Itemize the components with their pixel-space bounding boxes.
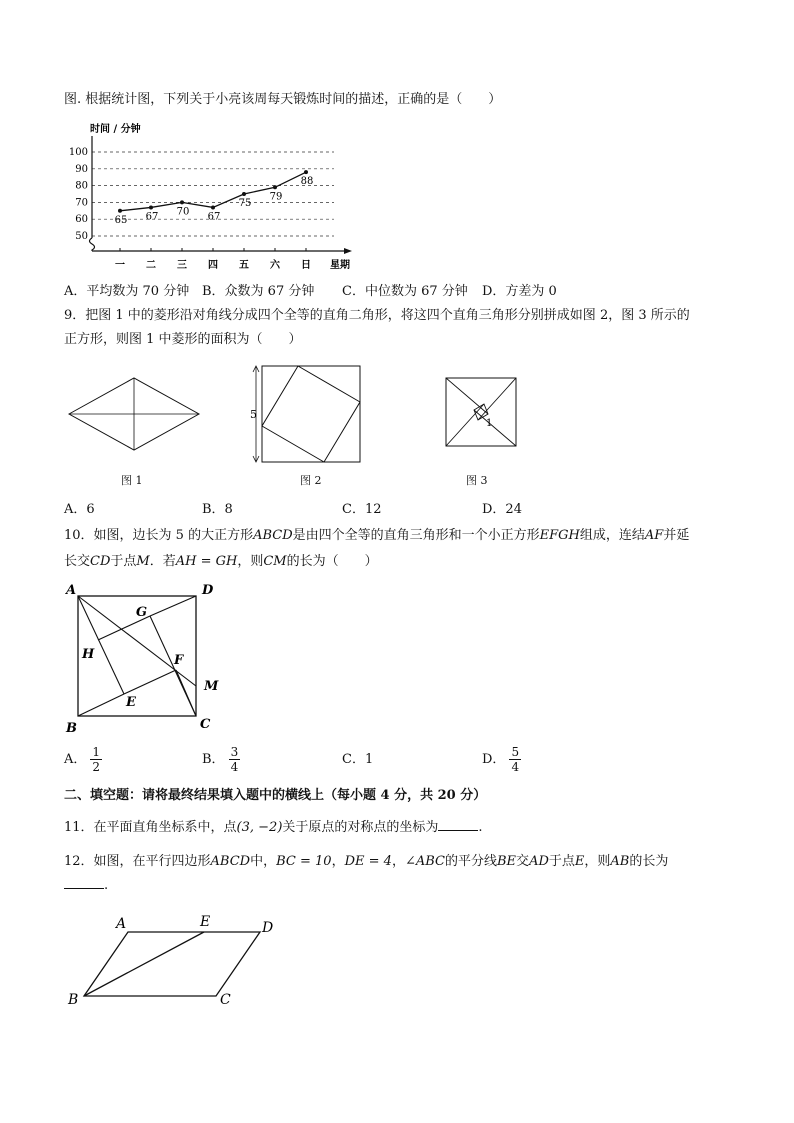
q8-line-chart	[64, 118, 364, 273]
segment-ae	[78, 596, 124, 694]
chart-xtick-label: 三	[177, 260, 187, 271]
fig3-side-label: 1	[486, 418, 493, 429]
q8-option-d: D．方差为 0	[482, 284, 557, 299]
chart-point	[242, 192, 246, 196]
q12-text-line1: 12．如图，在平行四边形ABCD中，BC = 10，DE = 4，∠ABC的平分线BE交AD于点E，则AB的长为	[64, 854, 669, 869]
label-b: B	[68, 992, 79, 1008]
q10-option-b: B． $\frac{3}{4}$	[202, 745, 239, 774]
q9-figure-1-rhombus	[64, 374, 204, 454]
segment-be	[84, 932, 204, 996]
q9-stem-line2: 正方形，则图 1 中菱形的面积为（ ）	[64, 332, 302, 347]
q11-text: 11．在平面直角坐标系中，点(3, −2)关于原点的对称点的坐标为 .	[64, 820, 483, 835]
outer-square	[262, 366, 360, 462]
chart-xtick-label: 日	[301, 260, 311, 271]
chart-data-label: 67	[207, 211, 221, 223]
q9-option-c: C．12	[342, 502, 382, 517]
chart-point	[118, 209, 122, 213]
label-a: A	[116, 916, 127, 932]
chart-data-label: 88	[300, 176, 314, 188]
chart-xlabel: 星期	[330, 260, 350, 271]
chart-points	[115, 170, 314, 226]
chart-xtick-label: 一	[115, 260, 125, 271]
q9-fig3-caption: 图 3	[466, 474, 488, 487]
q9-figure-2-square	[248, 362, 368, 466]
chart-data-label: 67	[145, 211, 159, 223]
label-c: C	[220, 992, 231, 1008]
q12-figure-parallelogram	[64, 912, 294, 1012]
chart-yticks	[69, 147, 88, 242]
label-a: A	[66, 583, 77, 598]
label-g: G	[136, 605, 148, 620]
q9-fig2-caption: 图 2	[300, 474, 322, 487]
q9-option-d: D．24	[482, 502, 522, 517]
triangle-edge-2	[478, 378, 516, 420]
q9-stem-line1: 9．把图 1 中的菱形沿对角线分成四个全等的直角二角形，将这四个直角三角形分别拼成如图 2，图 3 所示的	[64, 308, 690, 323]
chart-ytick-label: 70	[75, 197, 88, 209]
label-e: E	[126, 695, 136, 710]
q12-answer-blank[interactable]	[64, 876, 104, 889]
label-d: D	[262, 920, 274, 936]
chart-data-label: 75	[238, 198, 252, 209]
chart-data-label: 79	[269, 191, 283, 203]
fig2-side-label: 5	[250, 408, 257, 421]
segment-bf	[124, 670, 176, 694]
q9-option-a: A．6	[64, 502, 95, 517]
segment-fc	[176, 670, 196, 716]
q10-option-d: D． $\frac{5}{4}$	[482, 745, 520, 774]
q8-option-c: C．中位数为 67 分钟	[342, 284, 468, 299]
chart-data-label: 70	[176, 206, 190, 218]
q9-figure-3-square	[444, 376, 520, 448]
label-f: F	[174, 653, 184, 668]
chart-ytick-label: 80	[75, 180, 88, 192]
q9-option-b: B．8	[202, 502, 233, 517]
q8-option-a: A．平均数为 70 分钟	[64, 284, 190, 299]
q9-fig1-caption: 图 1	[121, 474, 143, 487]
triangle-edge-3	[474, 410, 516, 446]
label-h: H	[82, 647, 95, 662]
label-m: M	[204, 679, 219, 694]
q11-answer-blank[interactable]	[438, 818, 478, 831]
parallelogram-abcd	[84, 932, 260, 996]
triangle-edge-4	[446, 404, 484, 446]
chart-ytick-label: 50	[75, 231, 88, 242]
chart-xtick-label: 四	[208, 260, 218, 271]
q8-stem: 图. 根据统计图，下列关于小亮该周每天锻炼时间的描述，正确的是（ ）	[64, 92, 502, 107]
q10-option-a: A． $\frac{1}{2}$	[64, 745, 101, 774]
label-e: E	[200, 914, 211, 930]
chart-axis-break	[90, 238, 95, 251]
q10-figure-square-abcd	[64, 578, 234, 738]
segment-be	[78, 694, 124, 716]
chart-grid	[92, 152, 334, 236]
chart-data-label: 65	[114, 214, 128, 226]
q10-stem-line1: 10．如图，边长为 5 的大正方形ABCD是由四个全等的直角三角形和一个小正方形EFGH组成，连结AF并延	[64, 528, 690, 543]
chart-xtick-label: 二	[146, 260, 156, 271]
q12-text-line2: .	[64, 876, 108, 896]
segment-dg	[150, 596, 196, 616]
chart-x-arrow	[344, 248, 352, 254]
chart-point	[149, 205, 153, 209]
label-c: C	[200, 717, 211, 732]
chart-xtick-label: 五	[239, 260, 249, 271]
inner-square	[262, 366, 360, 462]
chart-point	[211, 205, 215, 209]
q8-option-b: B．众数为 67 分钟	[202, 284, 315, 299]
chart-ytick-label: 100	[68, 147, 88, 158]
chart-xtick-label: 六	[270, 260, 280, 271]
chart-point	[304, 170, 308, 174]
section-2-title: 二、填空题：请将最终结果填入题中的横线上（每小题 4 分，共 20 分）	[64, 788, 487, 803]
q10-option-c: C．1	[342, 752, 374, 767]
chart-ytick-label: 60	[75, 214, 88, 226]
outer-square	[446, 378, 516, 446]
label-d: D	[202, 583, 214, 598]
chart-point	[273, 185, 277, 189]
chart-ytick-label: 90	[75, 163, 88, 175]
label-b: B	[66, 721, 77, 736]
triangle-edge-1	[446, 378, 488, 414]
chart-point	[180, 200, 184, 204]
q10-stem-line2: 长交CD于点M．若AH = GH，则CM的长为（ ）	[64, 554, 378, 569]
chart-ylabel: 时间 / 分钟	[90, 124, 141, 135]
